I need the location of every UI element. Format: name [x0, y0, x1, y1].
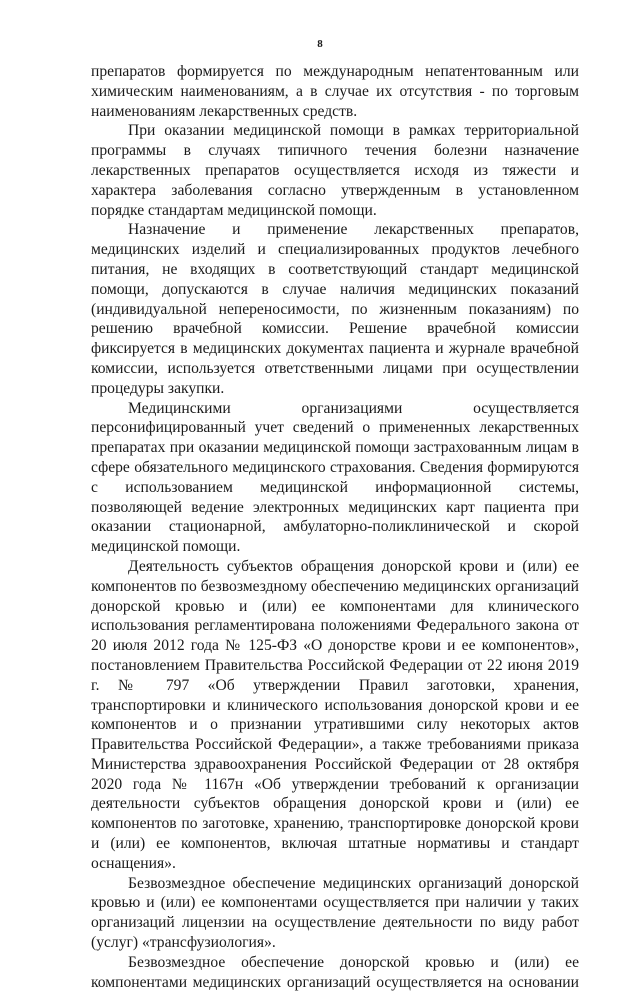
- paragraph-donor-blood-regulation: Деятельность субъектов обращения донорской крови и (или) ее компонентов по безвозмездному обеспечению медицинских организаций донорской кровью и (или) ее компонентами для клинического использования регламентирована положениями Федерального закона от 20 июля 2012 года № 125-ФЗ «О донорстве крови и ее компонентов», постановлением Правительства Российской Федерации от 22 июня 2019 г. № 797 «Об утверждении Правил заготовки, хранения, транспортировки и клинического использования донорской крови и ее компонентов и о признании утратившими силу некоторых актов Правительства Российской Федерации», а также требованиями приказа Министерства здравоохранения Российской Федерации от 28 октября 2020 года № 1167н «Об утверждении требований к организации деятельности субъектов обращения донорской крови и (или) ее компонентов по заготовке, хранению, транспортировке донорской крови и (или) ее компонентов, включая штатные нормативы и стандарт оснащения».: [91, 557, 579, 872]
- paragraph-medication-naming: препаратов формируется по международным непатентованным или химическим наименованиям, а в случае их отсутствия - по торговым наименованиям лекарственных средств.: [91, 63, 579, 120]
- paragraph-donor-blood-license: Безвозмездное обеспечение медицинских организаций донорской кровью и (или) ее компонентами осуществляется при наличии у таких организаций лицензии на осуществление деятельности по виду работ (услуг) «трансфузиология».: [91, 874, 579, 952]
- paragraph-personalized-accounting: Медицинскими организациями осуществляется персонифицированный учет сведений о примененных лекарственных препаратах при оказании медицинской помощи застрахованным лицам в сфере обязательного медицинского страхования. Сведения формируются с использованием медицинской информационной системы, позволяющей ведение электронных медицинских карт пациента при оказании стационарной, амбулаторно-поликлинической и скорой медицинской помощи.: [91, 399, 579, 556]
- page-number: 8: [317, 38, 323, 50]
- paragraph-non-standard-prescription: Назначение и применение лекарственных препаратов, медицинских изделий и специализированных продуктов лечебного питания, не входящих в соответствующий стандарт медицинской помощи, допускаются в случае наличия медицинских показаний (индивидуальной непереносимости, по жизненным показаниям) по решению врачебной комиссии. Решение врачебной комиссии фиксируется в медицинских документах пациента и журнале врачебной комиссии, используется ответственными лицами при осуществлении процедуры закупки.: [91, 221, 579, 397]
- paragraph-prescription-standards: При оказании медицинской помощи в рамках территориальной программы в случаях типичного течения болезни назначение лекарственных препаратов осуществляется исходя из тяжести и характера заболевания согласно утвержденным в установленном порядке стандартам медицинской помощи.: [91, 122, 579, 219]
- document-body: [91, 62, 579, 992]
- paragraph-donor-blood-basis: Безвозмездное обеспечение донорской кровью и (или) ее компонентами медицинских организаций осуществляется на основании: [91, 953, 579, 991]
